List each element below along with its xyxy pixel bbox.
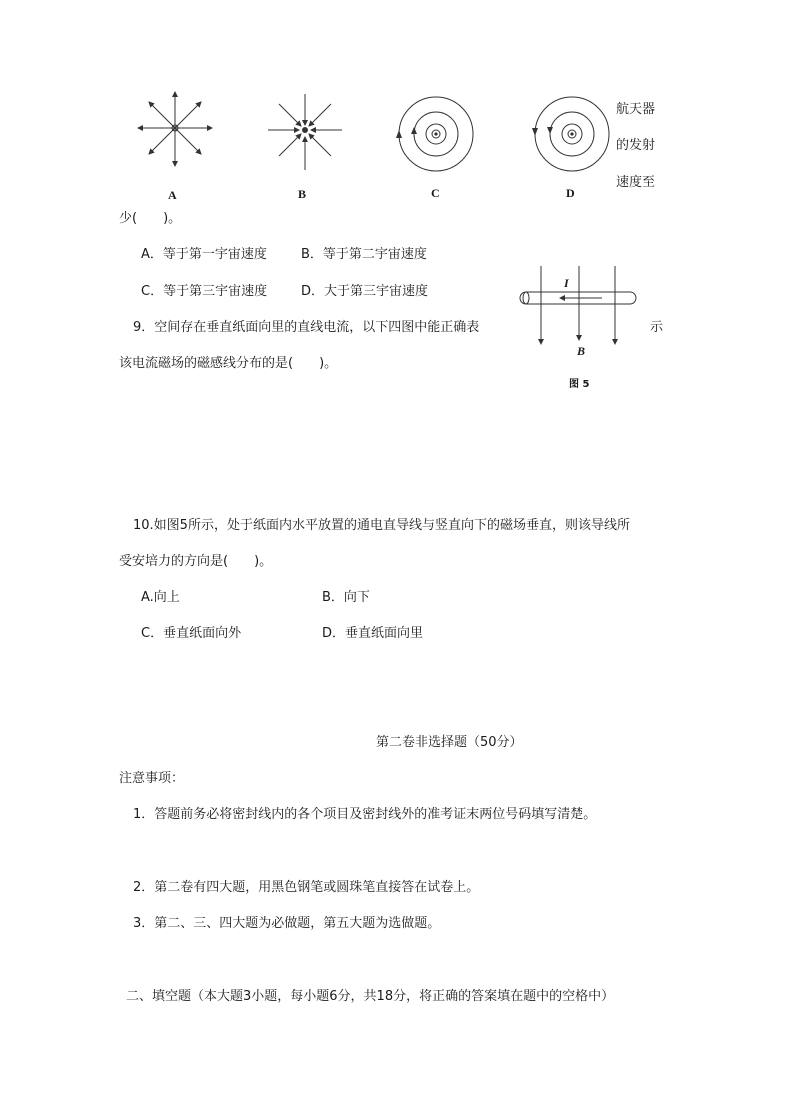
q9-line-1-tail: 示 [650,320,664,335]
note-3: 3．第二、三、四大题为必做题，第五大题为选做题。 [133,916,441,931]
q8-option-c: C．等于第三宇宙速度 [141,284,268,299]
part2-title: 第二卷非选择题（50分） [376,735,523,750]
figure-5-field-label: B [577,344,586,358]
q8-side-text-2: 的发射 [616,138,656,153]
figure-5-caption: 图 5 [569,379,590,390]
figure-d [530,94,614,178]
q8-option-b: B．等于第二宇宙速度 [301,247,427,262]
q8-option-d: D．大于第三宇宙速度 [301,284,429,299]
notes-heading: 注意事项： [119,771,185,786]
note-2: 2．第二卷有四大题，用黑色钢笔或圆珠笔直接答在试卷上。 [133,880,480,895]
figure-b [262,92,348,172]
figure-a [132,88,218,172]
figure-c [394,94,478,178]
figure-a-label: A [168,188,177,202]
figure-d-label: D [566,186,575,200]
q9-line-2: 该电流磁场的磁感线分布的是( )。 [119,356,338,371]
figure-c-label: C [431,186,440,200]
note-1: 1．答题前务必将密封线内的各个项目及密封线外的准考证末两位号码填写清楚。 [133,807,597,822]
q10-line-1: 10.如图5所示，处于纸面内水平放置的通电直导线与竖直向下的磁场垂直，则该导线所 [133,518,630,533]
q9-line-1: 9．空间存在垂直纸面向里的直线电流，以下四图中能正确表 [133,320,480,335]
q10-option-c: C．垂直纸面向外 [141,626,242,641]
q8-side-text-3: 速度至 [616,175,656,190]
q10-option-b: B．向下 [322,590,370,605]
figure-b-label: B [298,187,307,201]
q8-stem-end: 少( )。 [119,211,182,226]
q10-option-a: A.向上 [141,590,180,605]
figure-5-current-label: I [564,276,569,290]
section-heading: 二、填空题（本大题3小题，每小题6分，共18分，将正确的答案填在题中的空格中） [126,989,615,1004]
q10-option-d: D．垂直纸面向里 [322,626,424,641]
q10-line-2: 受安培力的方向是( )。 [119,554,273,569]
q8-side-text-1: 航天器 [616,102,656,117]
q8-option-a: A．等于第一宇宙速度 [141,247,267,262]
